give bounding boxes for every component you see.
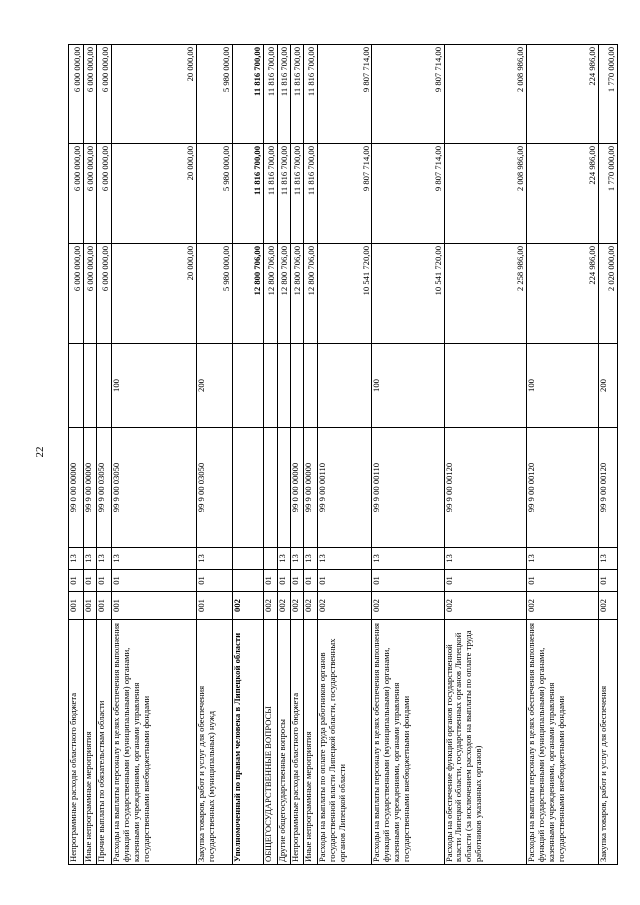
table-row [372,45,444,865]
table-row [196,45,232,865]
cell-rz: 01 [303,570,317,592]
cell-name: Иные непрограммные мероприятия [84,620,97,865]
cell-rz: 01 [84,570,97,592]
cell-s3: 11 816 700,00 [303,45,317,144]
cell-s3: 224 986,00 [527,45,599,144]
budget-table [68,44,618,865]
table-row [444,45,527,865]
cell-s1: 2 020 000,00 [599,244,618,344]
cell-rz: 01 [527,570,599,592]
cell-rz: 01 [112,570,197,592]
cell-vr [96,344,111,428]
cell-rz: 01 [444,570,527,592]
cell-s3: 11 816 700,00 [278,45,291,144]
cell-vr [303,344,317,428]
cell-pr: 13 [69,548,84,570]
cell-vr [232,344,263,428]
cell-vr [317,344,372,428]
cell-pr [264,548,278,570]
cell-csr: 99 9 00 03050 [196,428,232,548]
cell-csr: 99 0 00 00000 [69,428,84,548]
cell-csr [264,428,278,548]
table-row [84,45,97,865]
cell-csr: 99 9 00 00120 [444,428,527,548]
cell-csr: 99 9 00 00000 [84,428,97,548]
table-row [112,45,197,865]
cell-s3: 2 008 986,00 [444,45,527,144]
cell-csr: 99 9 00 00120 [527,428,599,548]
table-row [232,45,263,865]
cell-name: Закупка товаров, работ и услуг для обеспечения [599,620,618,865]
cell-s2: 6 000 000,00 [96,144,111,244]
cell-s3: 20 000,00 [112,45,197,144]
cell-s2: 11 816 700,00 [278,144,291,244]
cell-pr: 13 [196,548,232,570]
cell-rz: 01 [599,570,618,592]
cell-vr: 100 [112,344,197,428]
cell-s1: 224 986,00 [527,244,599,344]
cell-vr [264,344,278,428]
cell-ved: 002 [317,592,372,620]
cell-pr: 13 [278,548,291,570]
cell-csr: 99 9 00 00110 [372,428,444,548]
cell-s1: 10 541 720,00 [317,244,372,344]
cell-csr [278,428,291,548]
table-row [96,45,111,865]
table-row [264,45,278,865]
cell-s3: 1 770 000,00 [599,45,618,144]
cell-ved: 001 [196,592,232,620]
table-row [527,45,599,865]
cell-name: Непрограммные расходы областного бюджета [291,620,304,865]
cell-name: Расходы на выплаты персоналу в целях обеспечения выполнения функций государственными (муниципальными) органами, казенными учреждениями, органами управления государственными внебюджетными фондами [372,620,444,865]
cell-s1: 12 800 706,00 [303,244,317,344]
cell-csr: 99 0 00 00000 [291,428,304,548]
cell-s2: 11 816 700,00 [264,144,278,244]
cell-csr: 99 9 00 00110 [317,428,372,548]
cell-vr [444,344,527,428]
cell-name: Уполномоченный по правам человека в Липецкой области [232,620,263,865]
cell-rz: 01 [96,570,111,592]
cell-rz: 01 [196,570,232,592]
table-row [69,45,84,865]
table-row [303,45,317,865]
cell-rz: 01 [317,570,372,592]
cell-s1: 6 000 000,00 [69,244,84,344]
cell-ved: 001 [84,592,97,620]
cell-ved: 002 [264,592,278,620]
cell-s2: 1 770 000,00 [599,144,618,244]
cell-s2: 5 980 000,00 [196,144,232,244]
cell-s3: 11 816 700,00 [291,45,304,144]
cell-vr [84,344,97,428]
cell-vr: 200 [599,344,618,428]
cell-s2: 11 816 700,00 [303,144,317,244]
cell-pr: 13 [444,548,527,570]
rotated-table-container [68,45,618,865]
cell-csr: 99 9 00 03050 [96,428,111,548]
cell-csr: 99 9 00 00120 [599,428,618,548]
cell-s2: 2 008 986,00 [444,144,527,244]
cell-ved: 002 [278,592,291,620]
table-row [317,45,372,865]
cell-rz [232,570,263,592]
cell-s3: 11 816 700,00 [264,45,278,144]
cell-s2: 11 816 700,00 [232,144,263,244]
cell-vr: 100 [372,344,444,428]
cell-ved: 002 [291,592,304,620]
cell-name: Прочие выплаты по обязательствам области [96,620,111,865]
cell-s3: 6 000 000,00 [84,45,97,144]
cell-s1: 12 800 706,00 [278,244,291,344]
cell-s2: 6 000 000,00 [84,144,97,244]
cell-rz: 01 [372,570,444,592]
cell-ved: 002 [527,592,599,620]
cell-s1: 20 000,00 [112,244,197,344]
cell-pr: 13 [527,548,599,570]
cell-name: ОБЩЕГОСУДАРСТВЕННЫЕ ВОПРОСЫ [264,620,278,865]
cell-s3: 5 980 000,00 [196,45,232,144]
cell-vr: 200 [196,344,232,428]
cell-s2: 6 000 000,00 [69,144,84,244]
table-row [599,45,618,865]
cell-pr: 13 [317,548,372,570]
cell-ved: 002 [599,592,618,620]
cell-name: Закупка товаров, работ и услуг для обеспечения государственных (муниципальных) нужд [196,620,232,865]
cell-name: Расходы на выплаты персоналу в целях обеспечения выполнения функций государственными (муниципальными) органами, казенными учреждениями, органами управления государственными внебюджетными фондами [527,620,599,865]
cell-s3: 6 000 000,00 [69,45,84,144]
cell-s1: 6 000 000,00 [84,244,97,344]
cell-vr [69,344,84,428]
cell-pr: 13 [372,548,444,570]
cell-rz: 01 [278,570,291,592]
cell-vr [291,344,304,428]
cell-csr: 99 9 00 00000 [303,428,317,548]
cell-ved: 002 [303,592,317,620]
cell-ved: 001 [112,592,197,620]
cell-s2: 11 816 700,00 [291,144,304,244]
cell-ved: 002 [444,592,527,620]
cell-pr [232,548,263,570]
cell-ved: 001 [69,592,84,620]
cell-pr: 13 [291,548,304,570]
cell-rz: 01 [291,570,304,592]
cell-name: Иные непрограммные мероприятия [303,620,317,865]
cell-pr: 13 [84,548,97,570]
cell-s1: 2 258 986,00 [444,244,527,344]
cell-name: Другие общегосударственные вопросы [278,620,291,865]
cell-s3: 6 000 000,00 [96,45,111,144]
cell-s1: 6 000 000,00 [96,244,111,344]
cell-pr: 13 [96,548,111,570]
cell-s1: 12 800 706,00 [291,244,304,344]
cell-ved: 002 [372,592,444,620]
cell-s2: 224 986,00 [527,144,599,244]
table-body [69,45,618,865]
table-row [278,45,291,865]
cell-s3: 11 816 700,00 [232,45,263,144]
table-row [291,45,304,865]
cell-name: Расходы на выплаты персоналу в целях обеспечения выполнения функций государственными (муниципальными) органами, казенными учреждениями, органами управления государственными внебюджетными фондами [112,620,197,865]
cell-s1: 12 800 706,00 [264,244,278,344]
cell-pr: 13 [599,548,618,570]
cell-ved: 002 [232,592,263,620]
cell-s1: 5 980 000,00 [196,244,232,344]
page-number: 22 [34,446,46,458]
cell-s2: 9 807 714,00 [317,144,372,244]
cell-csr [232,428,263,548]
cell-pr: 13 [303,548,317,570]
cell-ved: 001 [96,592,111,620]
cell-s2: 20 000,00 [112,144,197,244]
cell-name: Непрограммные расходы областного бюджета [69,620,84,865]
cell-name: Расходы на выплаты по оплате труда работников органов государственной власти Липецкой области, государственных органов Липецкой области [317,620,372,865]
cell-vr [278,344,291,428]
cell-s1: 12 800 706,00 [232,244,263,344]
cell-s3: 9 807 714,00 [372,45,444,144]
cell-rz: 01 [264,570,278,592]
cell-rz: 01 [69,570,84,592]
cell-s1: 10 541 720,00 [372,244,444,344]
cell-s3: 9 807 714,00 [317,45,372,144]
cell-csr: 99 9 00 03050 [112,428,197,548]
cell-vr: 100 [527,344,599,428]
cell-s2: 9 807 714,00 [372,144,444,244]
cell-name: Расходы на обеспечение функций органов государственной власти Липецкой области, государственных органов Липецкой области (за исключением расходов на выплаты по оплате труда работников указанных органов) [444,620,527,865]
cell-pr: 13 [112,548,197,570]
